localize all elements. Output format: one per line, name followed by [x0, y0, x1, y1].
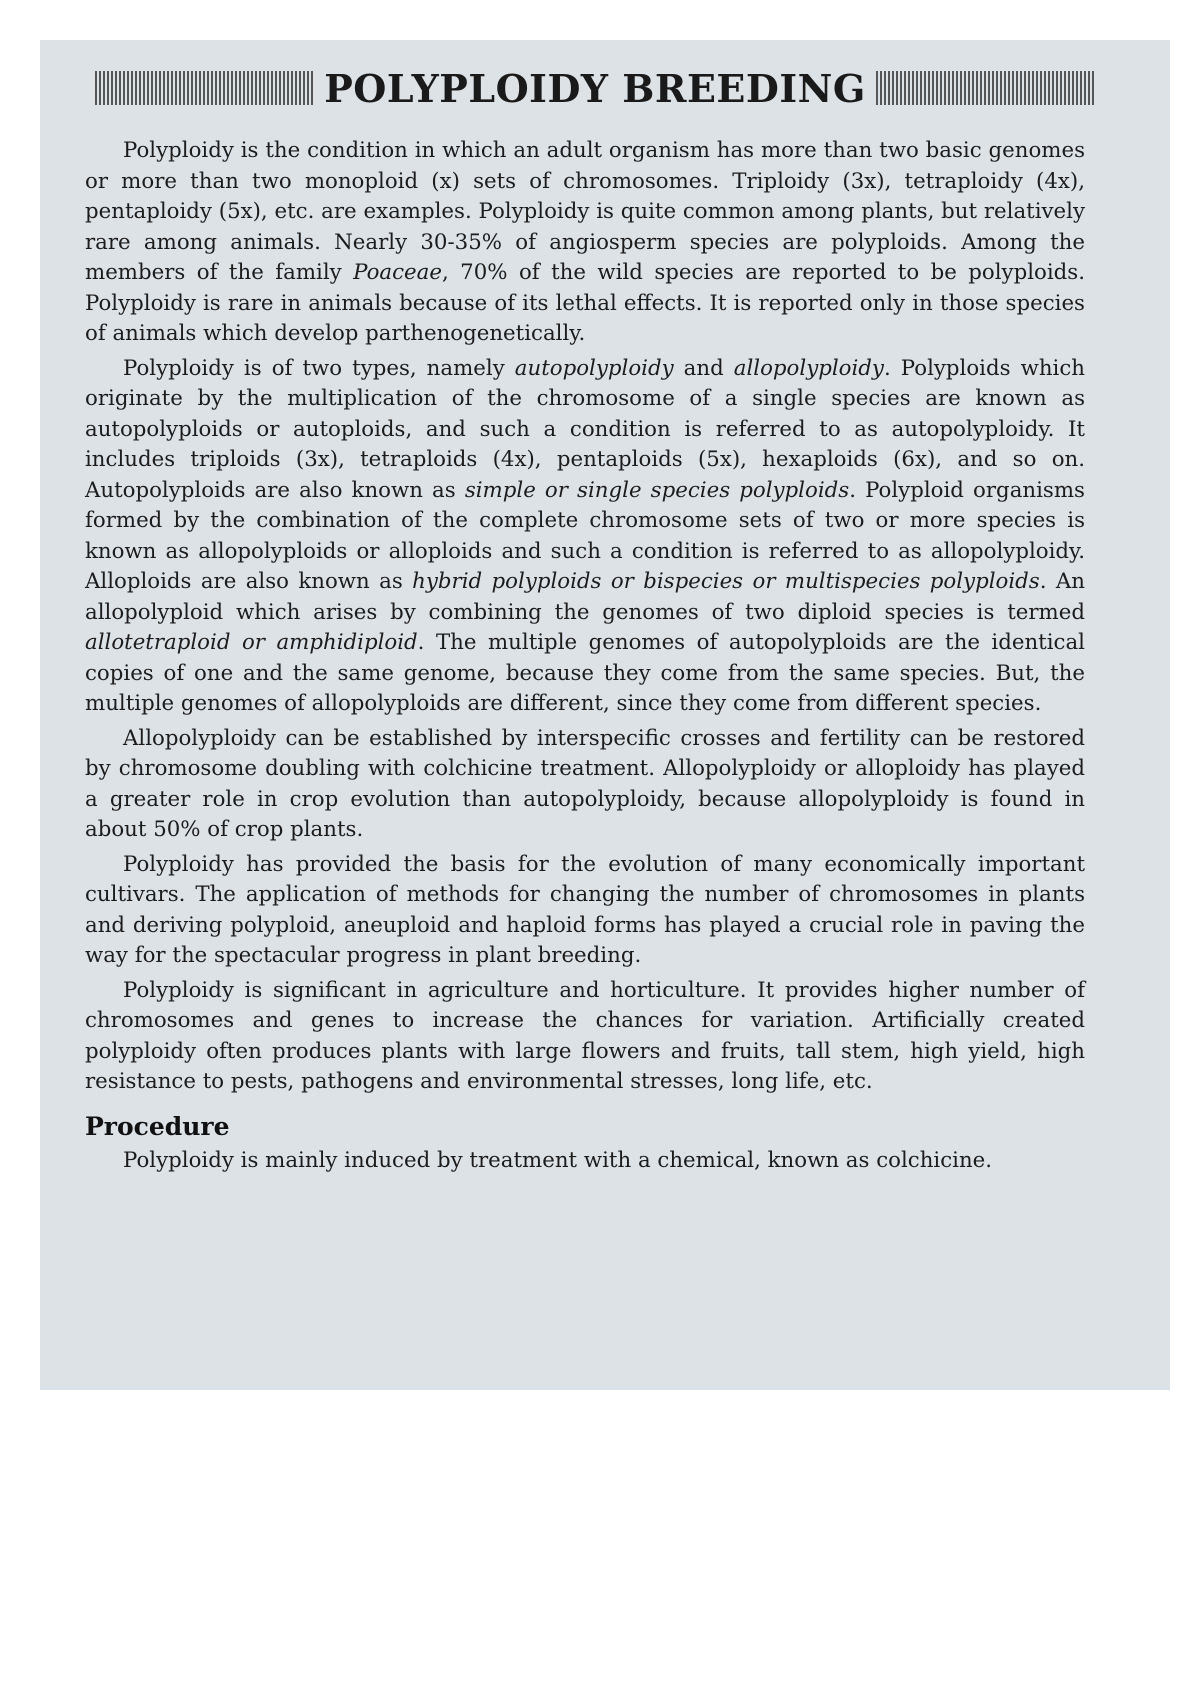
- italic-term: allopolyploidy: [733, 355, 884, 381]
- italic-term: hybrid polyploids or bispecies or multispecies polyploids: [412, 569, 1040, 594]
- text-run: , 70% of the wild species are reported to be polyploids. Polyploidy is rare in animals because of its lethal effects. It is reported only in those species of animals which develop parthenogenetically.: [85, 260, 1085, 346]
- text-run: . An allopolyploid which arises by combining the genomes of two diploid species is termed: [85, 569, 1085, 625]
- procedure-text: Polyploidy is mainly induced by treatment with a chemical, known as colchicine.: [123, 1148, 993, 1173]
- italic-term: autopolyploidy: [514, 355, 674, 381]
- title-row: [95, 58, 1095, 118]
- paragraph-5: [85, 976, 1085, 1098]
- text-run: . Polyploids which originate by the multiplication of the chromosome of a single species are known as autopolyploids or autoploids, and such a condition is referred to as autopolyploidy. It includes triploids (3x), tetraploids (4x), pentaploids (5x), hexaploids (6x), and so on. Autopolyploids are also known as: [85, 355, 1086, 503]
- title-decoration-left: [95, 71, 314, 105]
- scanned-page: [40, 40, 1170, 1390]
- italic-term: simple or single species polyploids: [464, 477, 850, 503]
- title-decoration-right: [876, 71, 1095, 105]
- page-title: POLYPLOIDY BREEDING: [324, 65, 866, 111]
- paragraph-2: [85, 354, 1085, 720]
- text-run: Allopolyploidy can be established by interspecific crosses and fertility can be restored by chromosome doubling with colchicine treatment. Allopolyploidy or alloploidy has played a greater role in crop evolution than autopolyploidy, because allopolyploidy is found in about 50% of crop plants.: [85, 725, 1085, 842]
- text-run: Polyploidy is the condition in which an adult organism has more than two basic genomes or more than two monoploid (x) sets of chromosomes. Triploidy (3x), tetraploidy (4x), pentaploidy (5x), etc. are examples. Polyploidy is quite common among plants, but relatively rare among animals. Nearly 30-35% of angiosperm species are polyploids. Among the members of the family: [85, 138, 1085, 285]
- paragraph-3: [85, 724, 1085, 846]
- body-text: [85, 136, 1085, 1181]
- text-run: . The multiple genomes of autopolyploids are the identical copies of one and the same genome, because they come from the same species. But, the multiple genomes of allopolyploids are different, since they come from different species.: [85, 630, 1085, 716]
- text-run: Polyploidy is of two types, namely: [123, 355, 515, 381]
- italic-term: allotetraploid or amphidiploid: [85, 630, 418, 655]
- text-run: Polyploidy has provided the basis for the evolution of many economically important cultivars. The application of methods for changing the number of chromosomes in plants and deriving polyploid, aneuploid and haploid forms has played a crucial role in paving the way for the spectacular progress in plant breeding.: [85, 851, 1085, 968]
- paragraph-4: [85, 850, 1085, 972]
- text-run: and: [673, 355, 734, 381]
- text-run: . Polyploid organisms formed by the combination of the complete chromosome sets of two or more species is known as allopolyploids or alloploids and such a condition is referred to as allopolyploidy. Alloploids are also known as: [85, 477, 1085, 594]
- paragraph-1: [85, 136, 1085, 350]
- text-run: Polyploidy is significant in agriculture and horticulture. It provides higher number of chromosomes and genes to increase the chances for variation. Artificially created polyploidy often produces plants with large flowers and fruits, tall stem, high yield, high resistance to pests, pathogens and environmental stresses, long life, etc.: [85, 977, 1085, 1094]
- italic-term: Poaceae: [353, 260, 442, 285]
- procedure-heading: Procedure: [85, 1111, 230, 1141]
